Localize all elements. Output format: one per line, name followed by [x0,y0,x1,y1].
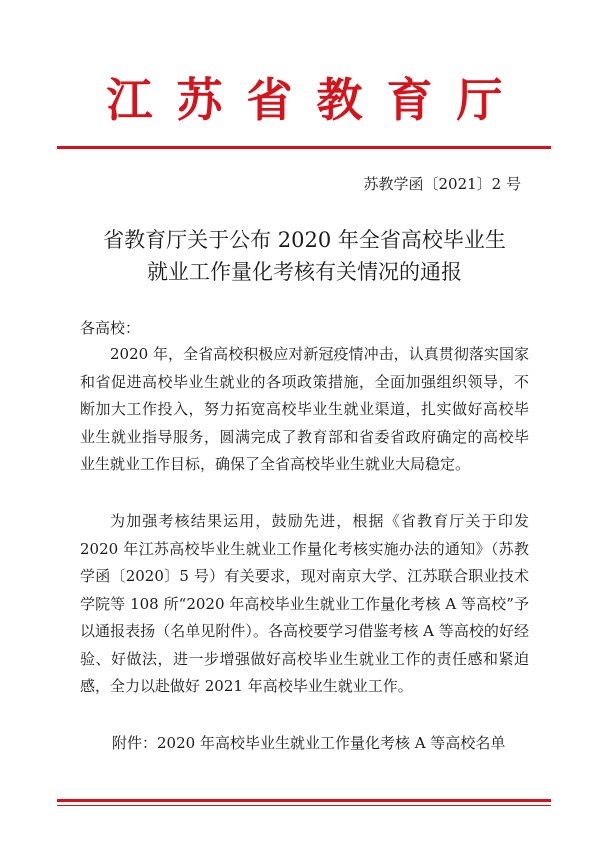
masthead-divider [57,146,551,149]
document-title-line-1: 省教育厅关于公布 2020 年全省高校毕业生 [103,228,506,252]
masthead-title: 江苏省教育厅 [106,73,527,127]
document-title-line-2: 就业工作量化考核有关情况的通报 [147,260,462,284]
attachment-note: 附件：2020 年高校毕业生就业工作量化考核 A 等高校名单 [112,734,506,752]
body-paragraph-2: 为加强考核结果运用，鼓励先进，根据《省教育厅关于印发2020 年江苏高校毕业生就业工作量化考核实施办法的通知》（苏教学函〔2020〕5 号）有关要求，现对南京大学、江苏联合职业技术学院等 108 所“2020 年高校毕业生就业工作量化考核 A 等高校”予以通报表扬（名单见附件）。各高校要学习借鉴考核 A 等高校的好经验、好做法，进一步增强做好高校毕业生就业工作的责任感和紧迫感，全力以赴做好 2021 年高校毕业生就业工作。 [80,512,529,695]
body-paragraph-1: 2020 年，全省高校积极应对新冠疫情冲击，认真贯彻落实国家和省促进高校毕业生就业的各项政策措施，全面加强组织领导，不断加大工作投入，努力拓宽高校毕业生就业渠道，扎实做好高校毕业生就业指导服务，圆满完成了教育部和省委省政府确定的高校毕业生就业工作目标，确保了全省高校毕业生就业大局稳定。 [80,345,529,473]
footer-divider-thin [57,805,551,806]
salutation: 各高校： [80,319,141,337]
footer-divider-thick [57,799,551,802]
document-number: 苏教学函〔2021〕2 号 [363,175,521,193]
document-title [60,224,549,288]
